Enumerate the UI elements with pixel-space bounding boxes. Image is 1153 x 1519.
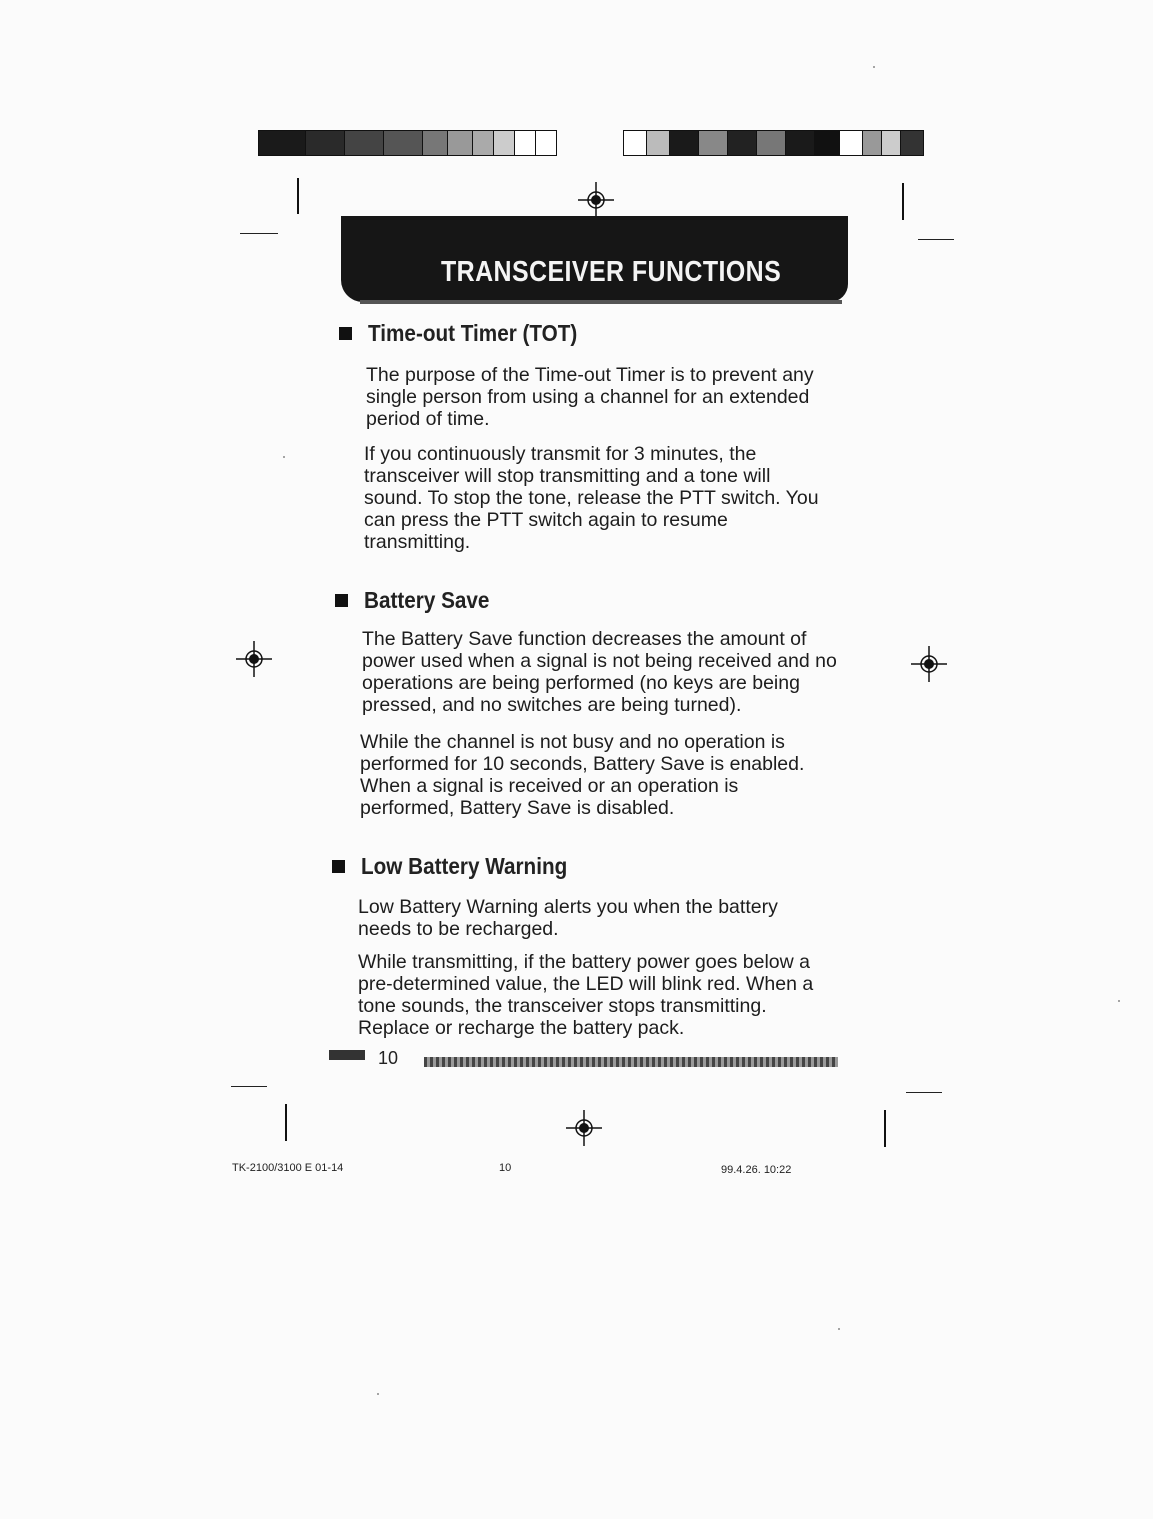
scan-speck (838, 1328, 840, 1330)
section-heading-battery-save (335, 587, 503, 614)
crop-mark (240, 233, 278, 234)
section-title: Low Battery Warning (361, 853, 568, 879)
registration-bar-left (258, 130, 556, 156)
crop-mark (918, 239, 954, 240)
banner-underline (360, 300, 842, 304)
section-title: Battery Save (364, 587, 490, 613)
section-heading-tot (339, 320, 601, 347)
paragraph: If you continuously transmit for 3 minutes, the transceiver will stop transmitting and a tone will sound. To stop the tone, release the PTT switch. You can press the PTT switch again to resume transmitting. (364, 443, 819, 553)
paragraph: While transmitting, if the battery power goes below a pre-determined value, the LED will blink red. When a tone sounds, the transceiver stops transmitting. Replace or recharge the battery pack. (358, 951, 814, 1039)
registration-bar-right (623, 130, 923, 156)
section-title: Time-out Timer (TOT) (368, 320, 578, 346)
scan-speck (873, 66, 875, 68)
paragraph: The Battery Save function decreases the amount of power used when a signal is not being received and no operations are being performed (no keys are being pressed, and no switches are being turned). (362, 628, 837, 716)
section-heading-low-battery (332, 853, 590, 880)
crop-mark (902, 183, 904, 220)
paragraph: Low Battery Warning alerts you when the battery needs to be recharged. (358, 896, 778, 940)
registration-crosshair-icon (578, 182, 614, 218)
paragraph: The purpose of the Time-out Timer is to prevent any single person from using a channel for an extended period of time. (366, 364, 814, 430)
page-title: TRANSCEIVER FUNCTIONS (441, 256, 782, 288)
footer-sheet-number: 10 (499, 1162, 512, 1174)
paragraph: While the channel is not busy and no operation is performed for 10 seconds, Battery Save is enabled. When a signal is received or an operation is performed, Battery Save is disabled. (360, 731, 805, 819)
page-number: 10 (378, 1048, 399, 1068)
crop-mark (231, 1086, 267, 1087)
square-bullet-icon (335, 594, 348, 607)
scan-speck (1118, 1000, 1120, 1002)
crop-mark (285, 1104, 287, 1141)
registration-crosshair-icon (911, 646, 947, 682)
square-bullet-icon (332, 860, 345, 873)
page-bar-rule (424, 1057, 838, 1067)
footer-timestamp: 99.4.26. 10:22 (721, 1164, 792, 1176)
registration-crosshair-icon (236, 641, 272, 677)
square-bullet-icon (339, 327, 352, 340)
scan-speck (283, 456, 285, 458)
crop-mark (906, 1092, 942, 1093)
crop-mark (297, 178, 299, 214)
footer-doc-code: TK-2100/3100 E 01-14 (232, 1162, 344, 1174)
scan-speck (377, 1393, 379, 1395)
crop-mark (884, 1110, 886, 1147)
registration-crosshair-icon (566, 1110, 602, 1146)
page-number-bar (329, 1050, 365, 1060)
